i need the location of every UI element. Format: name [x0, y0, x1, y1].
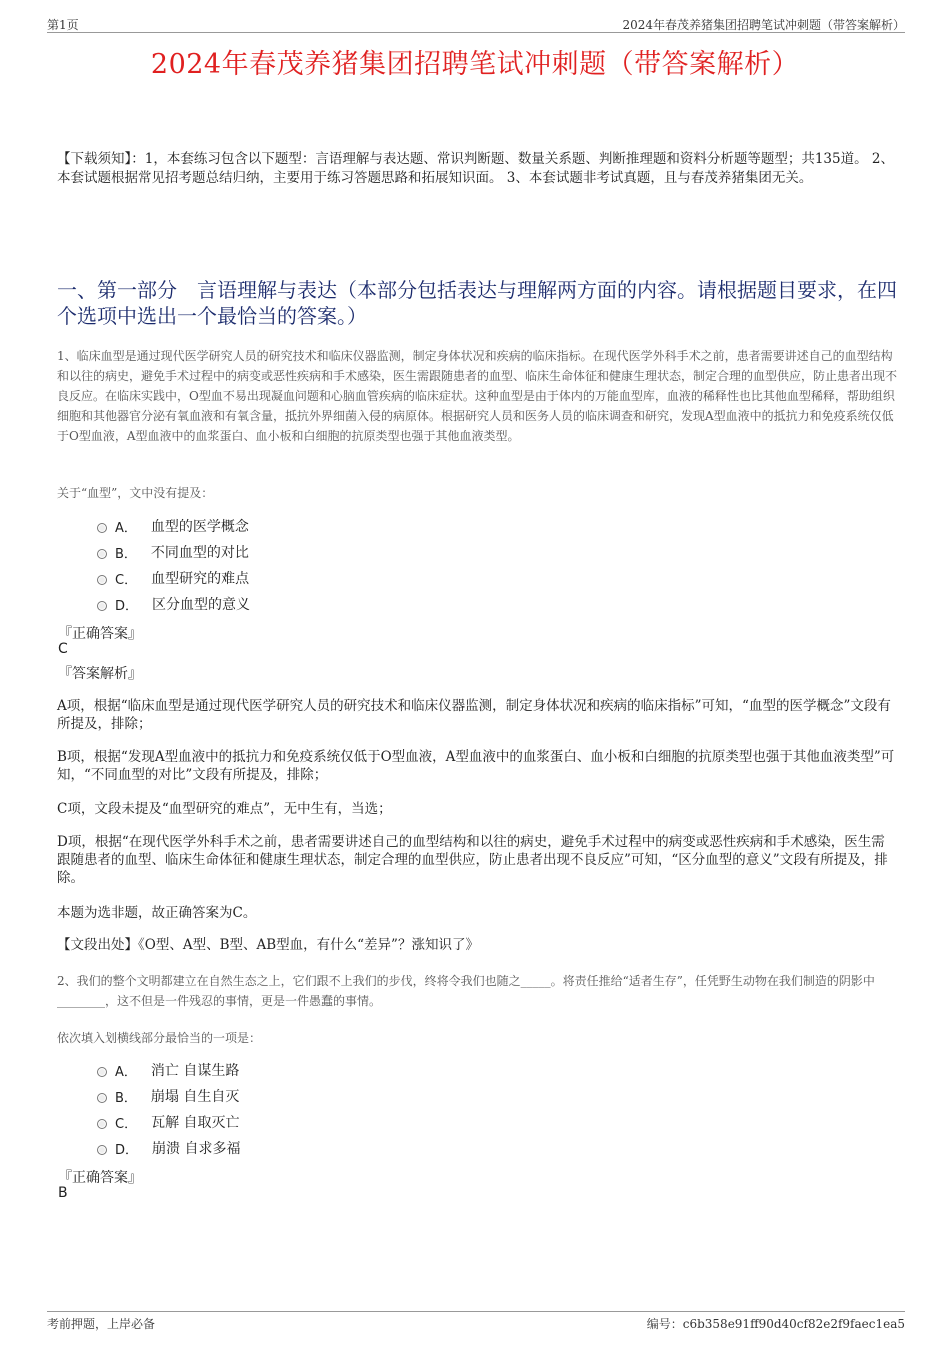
page-footer	[47, 1311, 905, 1330]
option-c[interactable]: C． 瓦解 自取灭亡	[97, 1109, 240, 1135]
analysis-conclusion: 本题为选非题，故正确答案为C。	[57, 905, 257, 921]
radio-icon[interactable]	[97, 1145, 107, 1155]
analysis-b: B项，根据“发现A型血液中的抵抗力和免疫系统仅低于O型血液，A型血液中的血浆蛋白、血小板和白细胞的抗原类型也强于其他血液类型”可知，“不同血型的对比”文段有所提及，排除；	[57, 749, 895, 783]
analysis-a: A项，根据“临床血型是通过现代医学研究人员的研究技术和临床仪器监测，制定身体状况和疾病的临床指标”可知，“血型的医学概念”文段有所提及，排除；	[57, 698, 891, 732]
radio-icon[interactable]	[97, 575, 107, 585]
analysis-label: 『答案解析』	[58, 666, 142, 682]
question-2-text: 2、我们的整个文明都建立在自然生态之上，它们跟不上我们的步伐，终将令我们也随之_____。将责任推给“适者生存”，任凭野生动物在我们制造的阴影中________，这不但是一件残忍的事情，更是一件愚蠢的事情。	[57, 974, 875, 1008]
question-1-text: 1、临床血型是通过现代医学研究人员的研究技术和临床仪器监测，制定身体状况和疾病的临床指标。在现代医学外科手术之前，患者需要讲述自己的血型结构和以往的病史，避免手术过程中的病变或恶性疾病和手术感染，医生需跟随患者的血型、临床生命体征和健康生理状态，制定合理的血型供应，防止患者出现不良反应。在临床实践中，O型血不易出现凝血问题和心脑血管疾病的临床症状。这种血型是由于体内的万能血型库，血液的稀释性也比其他血型稀释，帮助组织细胞和其他器官分泌有氧血液和有氧含量，抵抗外界细菌入侵的病原体。根据研究人员和医务人员的临床调查和研究，发现A型血液中的抵抗力和免疫系统仅低于O型血液，A型血液中的血浆蛋白、血小板和白细胞的抗原类型也强于其他血液类型。	[57, 349, 898, 443]
answer-value: B	[58, 1185, 68, 1201]
option-c[interactable]: C． 血型研究的难点	[97, 565, 250, 591]
page-title: 2024年春茂养猪集团招聘笔试冲刺题（带答案解析）	[150, 49, 800, 80]
analysis-d: D项，根据“在现代医学外科手术之前，患者需要讲述自己的血型结构和以往的病史，避免手术过程中的病变或恶性疾病和手术感染，医生需跟随患者的血型、临床生命体征和健康生理状态，制定合理的血型供应，防止患者出现不良反应”可知，“区分血型的意义”文段有所提及，排除。	[57, 834, 888, 886]
question-1-prompt: 关于“血型”，文中没有提及：	[57, 486, 214, 500]
radio-icon[interactable]	[97, 1093, 107, 1103]
radio-icon[interactable]	[97, 549, 107, 559]
section-heading: 一、第一部分 言语理解与表达（本部分包括表达与理解两方面的内容。请根据题目要求，在四个选项中选出一个最恰当的答案。）	[57, 278, 897, 328]
page-header	[47, 14, 905, 33]
radio-icon[interactable]	[97, 1119, 107, 1129]
radio-icon[interactable]	[97, 523, 107, 533]
option-a[interactable]: A． 消亡 自谋生路	[97, 1057, 240, 1083]
text-source: 【文段出处】《O型、A型、B型、AB型血，有什么“差异”？涨知识了》	[57, 937, 479, 953]
analysis-c: C项，文段未提及“血型研究的难点”，无中生有，当选；	[57, 801, 392, 817]
page-number: 第1页	[47, 18, 79, 32]
option-b[interactable]: B． 不同血型的对比	[97, 539, 250, 565]
footer-slogan: 考前押题，上岸必备	[47, 1317, 156, 1331]
option-d[interactable]: D． 区分血型的意义	[97, 591, 250, 617]
footer-serial: 编号：c6b358e91ff90d40cf82e2f9faec1ea5	[646, 1317, 905, 1331]
answer-value: C	[58, 641, 68, 657]
radio-icon[interactable]	[97, 601, 107, 611]
question-1-options	[97, 513, 250, 617]
radio-icon[interactable]	[97, 1067, 107, 1077]
header-doc-title: 2024年春茂养猪集团招聘笔试冲刺题（带答案解析）	[622, 18, 905, 32]
option-d[interactable]: D． 崩溃 自求多福	[97, 1135, 240, 1161]
answer-label: 『正确答案』	[58, 626, 142, 642]
answer-label: 『正确答案』	[58, 1170, 142, 1186]
question-2-options	[97, 1057, 240, 1161]
question-2-prompt: 依次填入划横线部分最恰当的一项是：	[57, 1031, 262, 1045]
option-b[interactable]: B． 崩塌 自生自灭	[97, 1083, 240, 1109]
option-a[interactable]: A． 血型的医学概念	[97, 513, 250, 539]
download-notice: 【下载须知】：1，本套练习包含以下题型：言语理解与表达题、常识判断题、数量关系题、判断推理题和资料分析题等题型；共135道。 2、本套试题根据常见招考题总结归纳，主要用于练习答题思路和拓展知识面。 3、本套试题非考试真题，且与春茂养猪集团无关。	[57, 151, 894, 186]
